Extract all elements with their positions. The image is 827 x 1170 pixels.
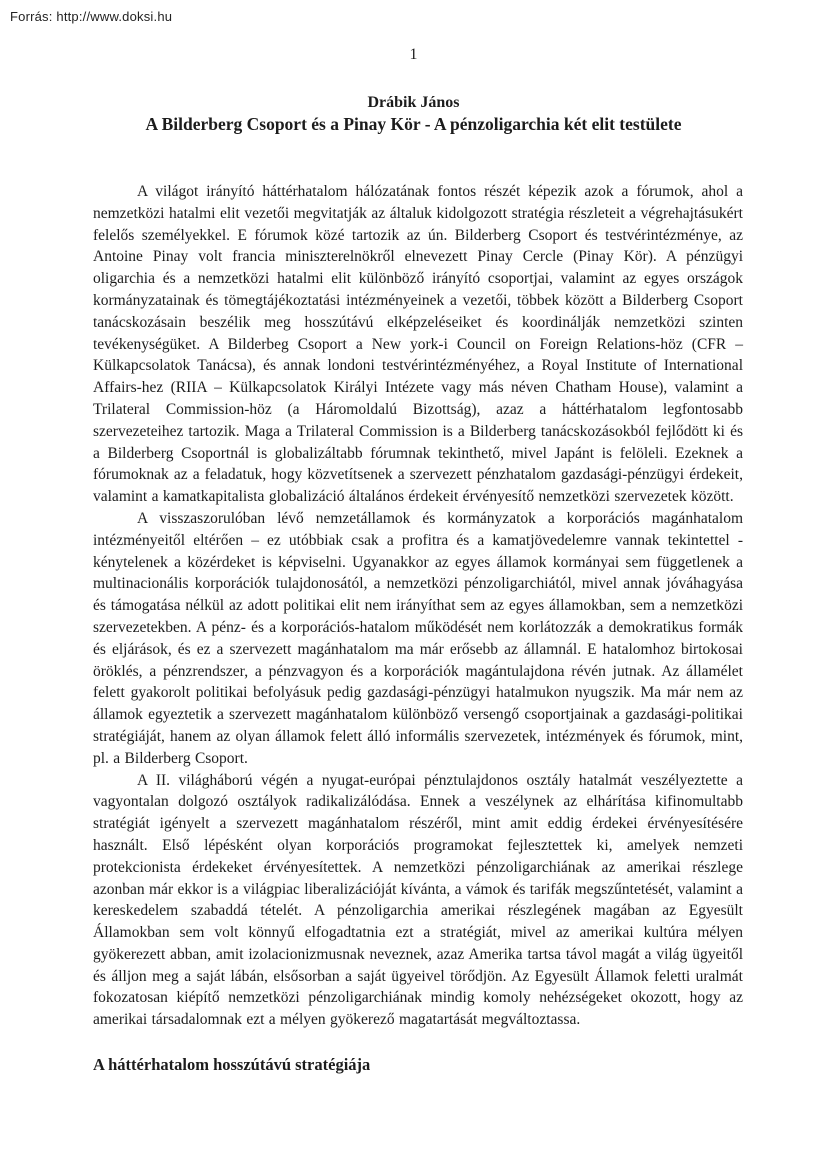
document-heading (0, 94, 827, 135)
section-heading: A háttérhatalom hosszútávú stratégiája (93, 1055, 371, 1075)
document-title: A Bilderberg Csoport és a Pinay Kör - A pénzoligarchia két elit testülete (145, 114, 682, 134)
page-number: 1 (409, 46, 418, 63)
paragraph-list (93, 181, 743, 1031)
paragraph: A visszaszorulóban lévő nemzetállamok és kormányzatok a korporációs magánhatalom intézményeitől eltérően – ez utóbbiak csak a profitra és a kamatjövedelemre vannak tekintettel - kénytelenek a közérdeket is képviselni. Ugyanakkor az egyes államok kormányai sem függetlenek a multinacionális korporációk tulajdonosától, a nemzetközi pénzoligarchiától, mivel annak jóváhagyása és támogatása nélkül az adott politikai elit nem irányíthat sem az egyes államokban, sem a nemzetközi szervezetekben. A pénz- és a korporációs-hatalom működését nem korlátozzák a demokratikus formák és eljárások, és ez a szervezett magánhatalom ma már erősebb az államnál. E hatalomhoz birtokosai öröklés, a pénzrendszer, a pénzvagyon és a korporációk magántulajdona révén jutnak. Az államélet felett gyakorolt politikai befolyásuk pedig gazdasági-pénzügyi hatalmukon nyugszik. Ma már nem az államok egyeztetik a szervezett magánhatalom különböző versengő csoportjainak a gazdasági-politikai stratégiáját, hanem az olyan államok felett álló informális szervezetek, intézmények és fórumok, mint, pl. a Bilderberg Csoport. (93, 509, 743, 767)
paragraph: A világot irányító háttérhatalom hálózatának fontos részét képezik azok a fórumok, ahol a nemzetközi hatalmi elit vezetői megvitatják az általuk kidolgozott stratégia részleteit a végrehajtásukért felelős személyekkel. E fórumok közé tartozik az ún. Bilderberg Csoport és testvérintézménye, az Antoine Pinay volt francia miniszterelnökről elnevezett Pinay Cercle (Pinay Kör). A pénzügyi oligarchia és a nemzetközi hatalmi elit különböző irányító csoportjai, valamint az egyes országok kormányzatainak és tömegtájékoztatási intézményeinek a vezetői, többek között a Bilderberg Csoport tanácskozásain beszélik meg hosszútávú elképzeléseiket és koordinálják nemzetközi szinten tevékenységüket. A Bilderbeg Csoport a New york-i Council on Foreign Relations-höz (CFR – Külkapcsolatok Tanácsa), és annak londoni testvérintézményéhez, a Royal Institute of International Affairs-hez (RIIA – Külkapcsolatok Királyi Intézete vagy más néven Chatham House), valamint a Trilateral Commission-höz (a Háromoldalú Bizottság), azaz a háttérhatalom legfontosabb szervezeteihez tartozik. Maga a Trilateral Commission is a Bilderberg tanácskozásokból fejlődött ki és a Bilderberg Csoportnál is globalizáltabb fórumnak tekinthető, mivel Japánt is felöleli. Ezeknek a fórumoknak az a feladatuk, hogy közvetítsenek a szervezett pénzhatalom gazdasági-pénzügyi érdekeit, valamint a kamatkapitalista globalizáció általános érdekeit érvényesítő nemzetközi szervezetek között. (93, 183, 743, 506)
source-url-label: Forrás: http://www.doksi.hu (10, 9, 173, 24)
author-name: Drábik János (367, 94, 460, 111)
body-text (93, 181, 743, 1075)
paragraph: A II. világháború végén a nyugat-európai pénztulajdonos osztály hatalmát veszélyeztette a vagyontalan dolgozó osztályok radikalizálódása. Ennek a veszélynek az elhárítása kifinomultabb stratégiát igényelt a szervezett magánhatalom részéről, mint amit eddig érdekei érvényesítésére használt. Első lépésként olyan korporációs programokat fejlesztettek ki, amelyek nemzeti protekcionista érdekeket érvényesítettek. A nemzetközi pénzoligarchiának az amerikai részlege azonban már ekkor is a világpiac liberalizációját kívánta, a vámok és tarifák megszűntetését, valamint a kereskedelem szabaddá tételét. A pénzoligarchia amerikai részlegének magában az Egyesült Államokban sem volt könnyű elfogadtatnia ezt a stratégiát, mivel az amerikai kultúra mélyen gyökerezett abban, amit izolacionizmusnak neveznek, azaz Amerika tartsa távol magát a világ ügyeitől és álljon meg a saját lábán, elsősorban a saját ügyeivel törődjön. Az Egyesült Államok feletti uralmát fokozatosan kiépítő nemzetközi pénzoligarchiának mindig komoly nehézségeket okozott, hogy az amerikai társadalomnak ezt a mélyen gyökerező magatartását megváltoztassa. (93, 771, 743, 1029)
